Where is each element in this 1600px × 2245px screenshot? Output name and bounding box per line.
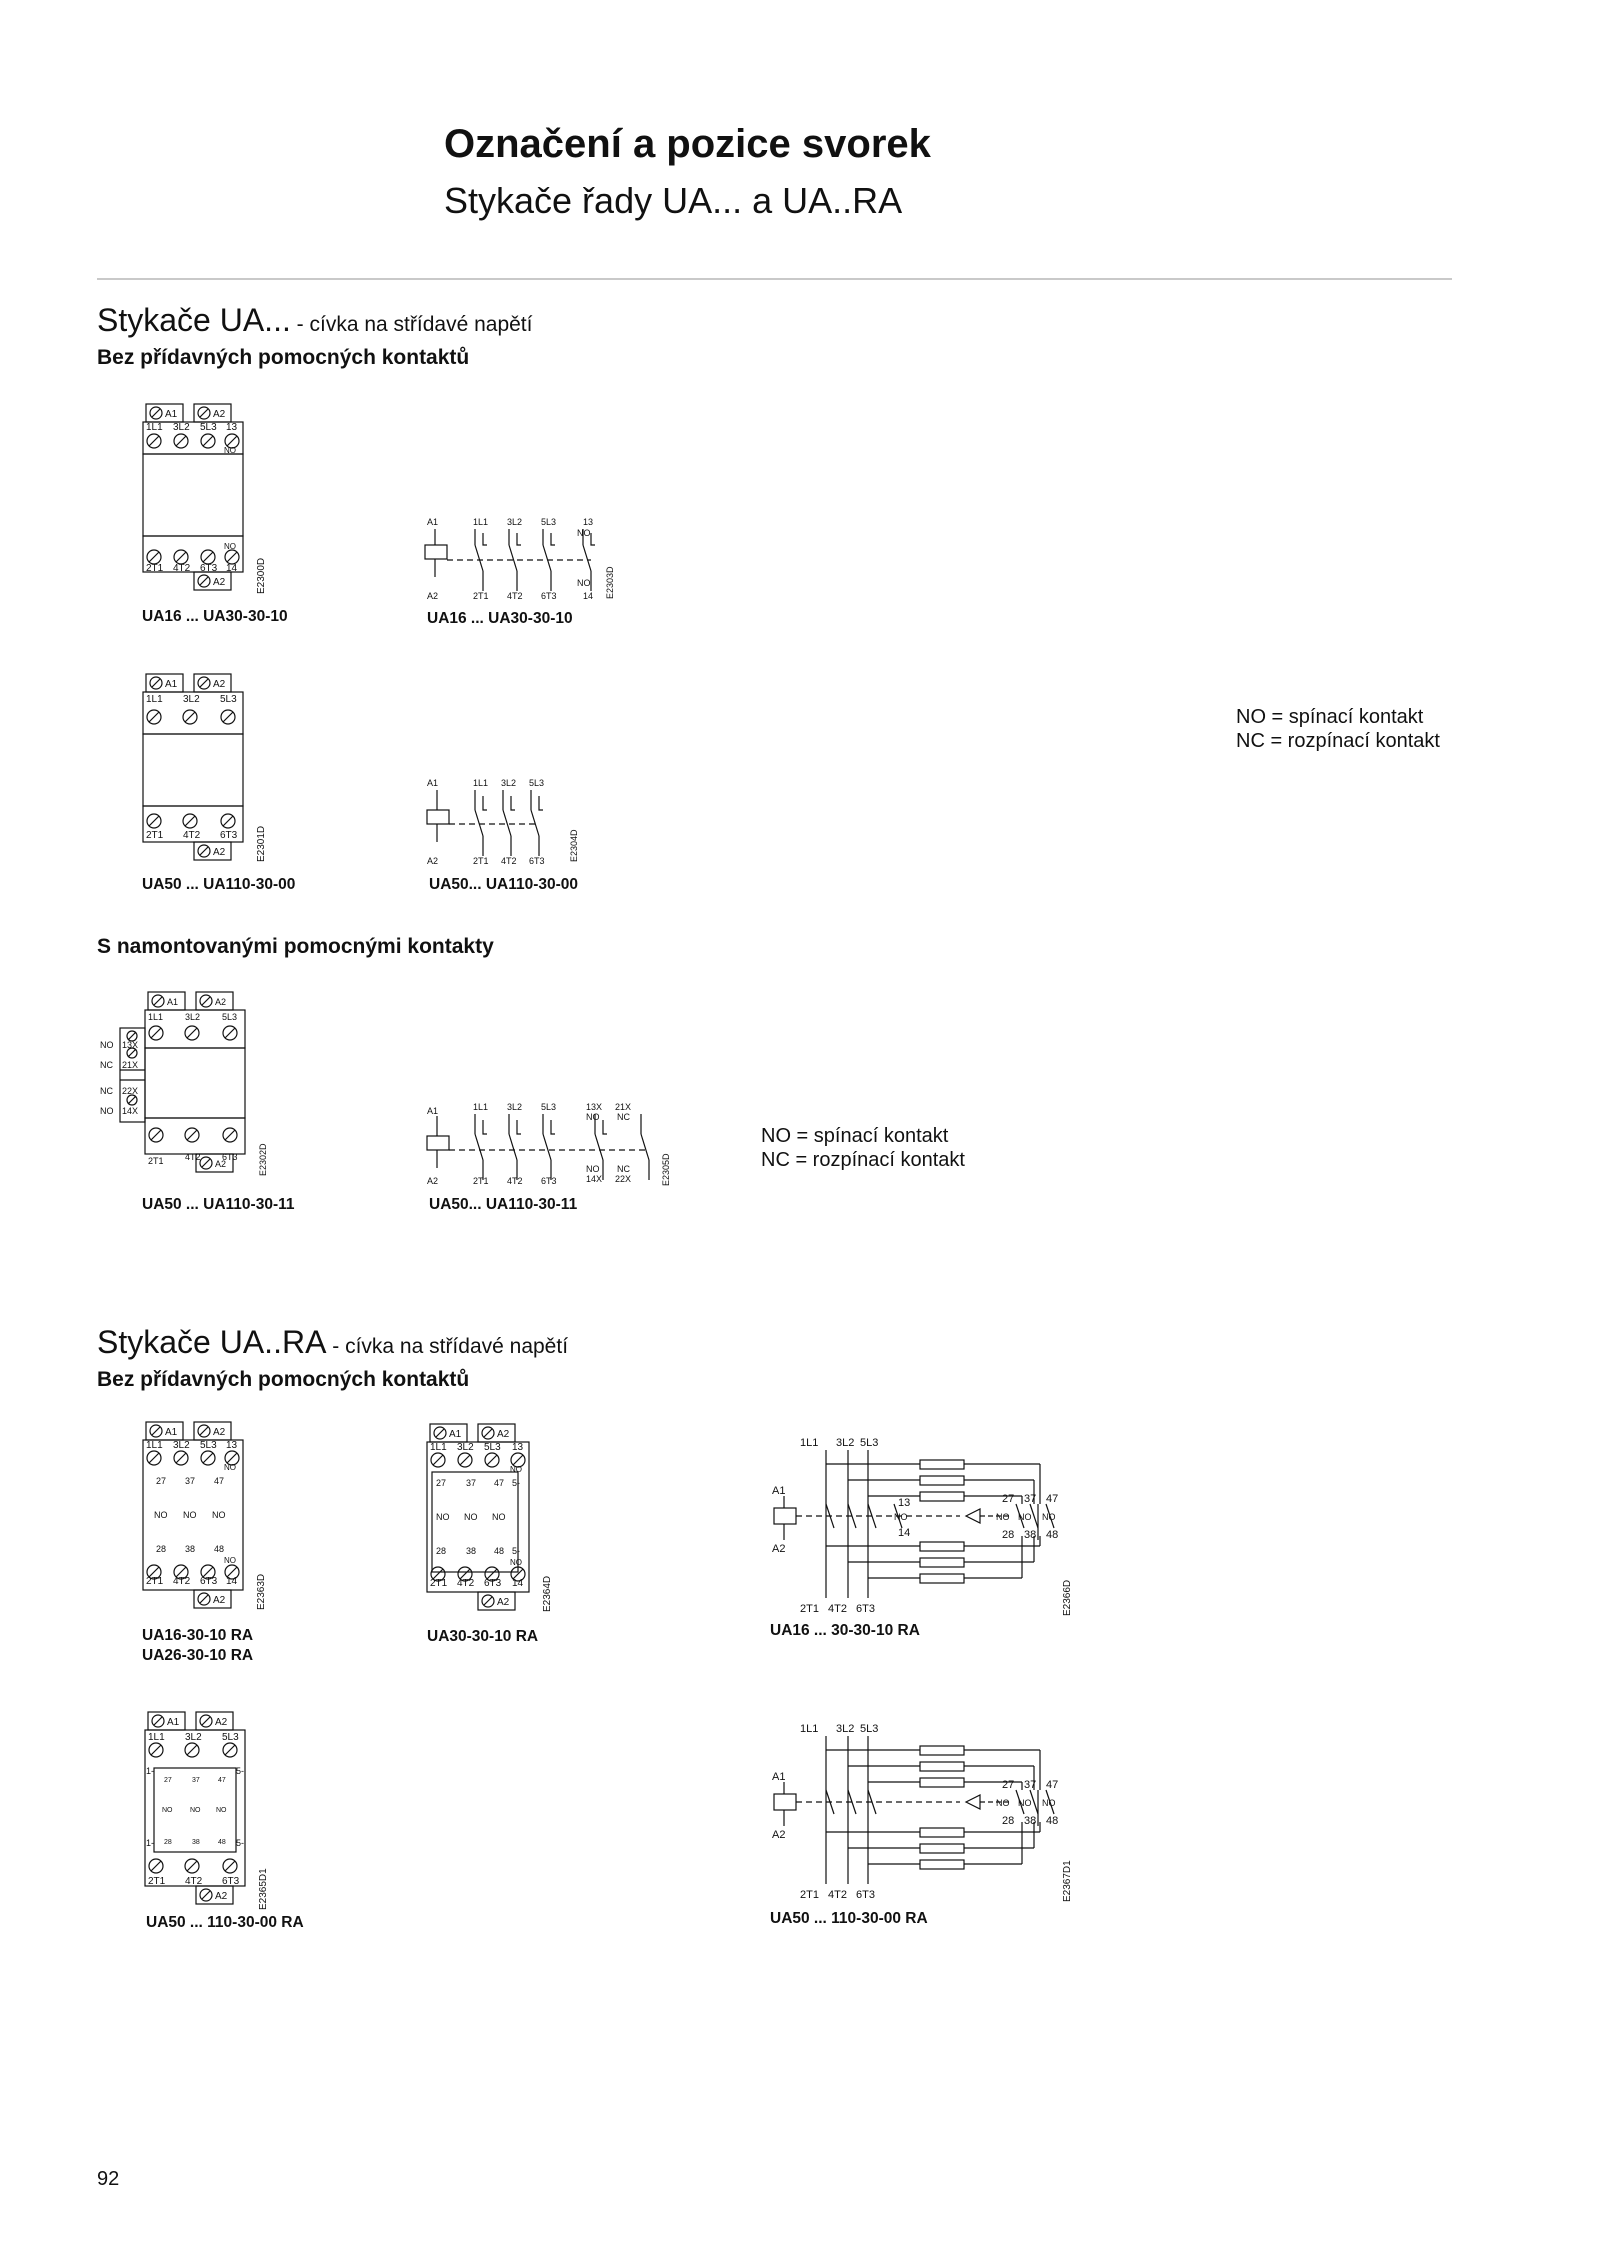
term-4t2: 4T2 [507,1176,523,1186]
term-no: NO [100,1040,114,1050]
term-4t2: 4T2 [185,1876,203,1887]
term-4t2: 4T2 [501,856,517,866]
term-1l1: 1L1 [146,694,163,705]
term-13: 13 [226,422,238,433]
term-no: NO [100,1106,114,1116]
term-a1: A1 [167,1717,180,1728]
term-2t1: 2T1 [430,1578,448,1589]
block-diagram-ua50-110-11 [98,984,278,1184]
term-14: 14 [226,563,238,574]
schema-ua16-30 [423,515,623,607]
term-no: NO [510,1558,522,1567]
section-uara-subtitle: Bez přídavných pomocných kontaktů [97,1368,470,1391]
term-2t1: 2T1 [473,856,489,866]
term-no: NO [1042,1512,1056,1522]
term-14: 14 [898,1527,911,1539]
term-a2: A2 [213,1595,226,1606]
term-no: NO [224,1463,236,1472]
term-1-dash: 1- [146,1838,155,1848]
section-aux-subtitle: S namontovanými pomocnými kontakty [97,935,494,958]
term-13: 13 [898,1497,911,1509]
term-37: 37 [192,1777,200,1784]
term-47: 47 [218,1777,226,1784]
term-38: 38 [1024,1815,1037,1827]
drawing-code: E2365D1 [258,1868,269,1910]
term-4t2: 4T2 [828,1889,847,1901]
legend-middle [761,1124,965,1172]
term-no: NO [577,528,591,538]
term-no: NO [510,1465,522,1474]
term-38: 38 [1024,1529,1037,1541]
header-divider [97,278,1452,280]
term-1-dash: 1- [146,1766,155,1776]
term-no: NO [154,1510,168,1520]
caption-block-ua16-30: UA16 ... UA30-30-10 [142,608,288,625]
term-no: NO [894,1512,908,1522]
term-5l3: 5L3 [860,1437,879,1449]
term-6t3: 6T3 [541,1176,557,1186]
caption-schema-ua50-110: UA50... UA110-30-00 [429,876,579,893]
term-nc: NC [617,1164,630,1174]
schema-ua16-30-ra [770,1432,1080,1622]
term-5l3: 5L3 [541,517,557,527]
term-a2: A2 [215,1717,228,1728]
term-2t1: 2T1 [800,1603,819,1615]
term-4t2: 4T2 [173,563,191,574]
term-38: 38 [185,1544,196,1554]
drawing-code: E2305D [661,1153,671,1186]
term-a1: A1 [165,679,178,690]
term-no: NO [464,1512,478,1522]
term-a2: A2 [772,1543,786,1555]
caption-ua50-110-ra-block: UA50 ... 110-30-00 RA [146,1914,304,1931]
term-38: 38 [466,1546,477,1556]
caption-schema-ua50-110-11: UA50... UA110-30-11 [429,1196,578,1213]
term-47: 47 [1046,1493,1059,1505]
term-1l1: 1L1 [146,422,163,433]
term-3l2: 3L2 [173,422,190,433]
drawing-code: E2300D [256,557,267,594]
term-4t2: 4T2 [185,1152,201,1162]
term-5-dash: 5- [236,1766,245,1776]
drawing-code: E2302D [258,1143,268,1176]
term-6t3: 6T3 [222,1152,238,1162]
term-6t3: 6T3 [200,563,218,574]
term-a2: A2 [427,1176,439,1186]
term-6t3: 6T3 [220,830,238,841]
term-21x: 21X [615,1102,632,1112]
term-a2: A2 [215,1891,228,1902]
term-3l2: 3L2 [507,517,523,527]
term-a2: A2 [497,1429,510,1440]
term-3l2: 3L2 [501,778,517,788]
term-48: 48 [218,1839,226,1846]
term-no: NO [190,1807,201,1814]
drawing-code: E2301D [256,825,267,862]
term-3l2: 3L2 [836,1723,855,1735]
caption-line: UA16-30-10 RA [142,1627,254,1644]
term-14: 14 [583,591,594,601]
block-diagram-ua16-30 [138,396,273,606]
term-14x: 14X [122,1106,139,1116]
term-a1: A1 [772,1485,786,1497]
term-3l2: 3L2 [183,694,200,705]
caption-schema-ua16-30: UA16 ... UA30-30-10 [427,610,573,627]
term-6t3: 6T3 [541,591,557,601]
term-4t2: 4T2 [173,1576,191,1587]
term-no: NO [212,1510,226,1520]
term-1l1: 1L1 [800,1437,819,1449]
term-no: NO [996,1798,1010,1808]
term-2t1: 2T1 [800,1889,819,1901]
section-uara-title [97,1324,568,1361]
term-a1: A1 [772,1771,786,1783]
term-6t3: 6T3 [529,856,545,866]
term-1l1: 1L1 [800,1723,819,1735]
term-5l3: 5L3 [541,1102,557,1112]
term-38: 38 [192,1839,200,1846]
term-2t1: 2T1 [148,1156,164,1166]
caption-ua16-26-ra [142,1626,253,1666]
term-1l1: 1L1 [473,1102,489,1112]
term-a2: A2 [427,591,439,601]
term-13x: 13X [122,1040,139,1050]
term-4t2: 4T2 [183,830,201,841]
term-3l2: 3L2 [185,1012,201,1022]
legend-nc: NC = rozpínací kontakt [761,1149,965,1171]
legend-no: NO = spínací kontakt [761,1125,949,1147]
drawing-code: E2364D [542,1575,553,1612]
term-2t1: 2T1 [473,1176,489,1186]
term-13: 13 [226,1440,238,1451]
term-no: NO [586,1112,600,1122]
term-a2: A2 [497,1597,510,1608]
term-4t2: 4T2 [507,591,523,601]
term-no: NO [224,542,236,551]
term-2t1: 2T1 [148,1876,166,1887]
term-a2: A2 [213,409,226,420]
term-6t3: 6T3 [856,1889,875,1901]
term-13: 13 [583,517,594,527]
term-no: NO [1018,1512,1032,1522]
term-47: 47 [214,1476,225,1486]
term-4t2: 4T2 [457,1578,475,1589]
term-a2: A2 [213,1427,226,1438]
caption-block-ua50-110-11: UA50 ... UA110-30-11 [142,1196,295,1213]
term-no: NO [216,1807,227,1814]
term-5-dash: 5- [512,1546,521,1556]
block-diagram-ua50-110-ra [140,1706,275,1914]
term-14x: 14X [586,1174,603,1184]
caption-ua30-ra: UA30-30-10 RA [427,1628,539,1645]
term-no: NO [436,1512,450,1522]
term-47: 47 [494,1478,505,1488]
term-nc: NC [100,1086,113,1096]
term-5l3: 5L3 [860,1723,879,1735]
term-27: 27 [156,1476,167,1486]
term-21x: 21X [122,1060,139,1070]
term-no: NO [1018,1798,1032,1808]
section-ua-subtitle: Bez přídavných pomocných kontaktů [97,346,470,369]
term-5l3: 5L3 [529,778,545,788]
term-a1: A1 [167,997,179,1007]
term-2t1: 2T1 [473,591,489,601]
term-3l2: 3L2 [836,1437,855,1449]
term-a2: A2 [213,847,226,858]
caption-ua16-30-ra: UA16 ... 30-30-10 RA [770,1622,920,1639]
term-a2: A2 [215,997,227,1007]
term-a2: A2 [213,679,226,690]
term-6t3: 6T3 [222,1876,240,1887]
term-48: 48 [1046,1815,1059,1827]
term-47: 47 [1046,1779,1059,1791]
drawing-code: E2363D [256,1573,267,1610]
term-1l1: 1L1 [148,1732,165,1743]
term-28: 28 [436,1546,447,1556]
term-1l1: 1L1 [430,1442,447,1453]
legend-top [1236,705,1440,753]
term-nc: NC [617,1112,630,1122]
term-5l3: 5L3 [222,1732,239,1743]
block-diagram-ua30-ra [422,1418,562,1618]
caption-ua50-110-ra-schema: UA50 ... 110-30-00 RA [770,1910,928,1927]
term-28: 28 [156,1544,167,1554]
term-a1: A1 [427,778,439,788]
section-ua-note: - cívka na střídavé napětí [290,313,533,336]
term-3l2: 3L2 [185,1732,202,1743]
term-no: NO [1042,1798,1056,1808]
drawing-code: E2303D [605,566,615,599]
schema-ua50-110 [423,776,603,871]
term-14: 14 [512,1578,524,1589]
term-no: NO [162,1807,173,1814]
term-22x: 22X [615,1174,632,1184]
schema-ua50-110-ra [770,1718,1080,1908]
legend-no: NO = spínací kontakt [1236,706,1424,728]
term-27: 27 [1002,1779,1015,1791]
term-6t3: 6T3 [856,1603,875,1615]
term-1l1: 1L1 [473,517,489,527]
term-1l1: 1L1 [146,1440,163,1451]
page-title: Označení a pozice svorek [444,122,931,166]
page-subtitle: Stykače řady UA... a UA..RA [444,180,903,221]
term-27: 27 [164,1777,172,1784]
term-5l3: 5L3 [200,422,217,433]
section-ua-title [97,302,532,339]
term-37: 37 [185,1476,196,1486]
term-22x: 22X [122,1086,139,1096]
section-ua-title-text: Stykače UA... [97,302,291,338]
term-2t1: 2T1 [146,1576,164,1587]
term-2t1: 2T1 [146,563,164,574]
term-14: 14 [226,1576,238,1587]
term-no: NO [224,1556,236,1565]
term-nc: NC [100,1060,113,1070]
term-48: 48 [494,1546,505,1556]
term-1l1: 1L1 [148,1012,164,1022]
term-37: 37 [1024,1493,1037,1505]
drawing-code: E2367D1 [1062,1860,1073,1902]
term-no: NO [996,1512,1010,1522]
term-no: NO [577,578,591,588]
term-no: NO [492,1512,506,1522]
term-48: 48 [1046,1529,1059,1541]
term-28: 28 [1002,1529,1015,1541]
page-number: 92 [97,2168,120,2190]
caption-block-ua50-110: UA50 ... UA110-30-00 [142,876,296,893]
term-5l3: 5L3 [222,1012,238,1022]
term-13: 13 [512,1442,524,1453]
term-5l3: 5L3 [484,1442,501,1453]
section-uara-note: - cívka na střídavé napětí [326,1335,569,1358]
term-3l2: 3L2 [457,1442,474,1453]
term-28: 28 [1002,1815,1015,1827]
block-diagram-ua16-26-ra [138,1416,273,1616]
term-28: 28 [164,1839,172,1846]
drawing-code: E2304D [569,829,579,862]
term-a2: A2 [215,1159,227,1169]
term-5l3: 5L3 [220,694,237,705]
section-uara-title-text: Stykače UA..RA [97,1324,327,1360]
term-5l3: 5L3 [200,1440,217,1451]
term-5-dash: 5- [512,1478,521,1488]
term-a2: A2 [427,856,439,866]
term-no: NO [224,446,236,455]
term-a2: A2 [213,577,226,588]
term-1l1: 1L1 [473,778,489,788]
term-4t2: 4T2 [828,1603,847,1615]
term-no: NO [586,1164,600,1174]
term-2t1: 2T1 [146,830,164,841]
term-6t3: 6T3 [484,1578,502,1589]
term-27: 27 [436,1478,447,1488]
term-a1: A1 [165,1427,178,1438]
drawing-code: E2366D [1062,1579,1073,1616]
block-diagram-ua50-110 [138,666,273,871]
term-a1: A1 [427,517,439,527]
term-5-dash: 5- [236,1838,245,1848]
caption-line: UA26-30-10 RA [142,1647,254,1664]
term-a2: A2 [772,1829,786,1841]
term-6t3: 6T3 [200,1576,218,1587]
term-a1: A1 [449,1429,462,1440]
term-3l2: 3L2 [173,1440,190,1451]
schema-ua50-110-11 [423,1100,683,1192]
term-27: 27 [1002,1493,1015,1505]
term-3l2: 3L2 [507,1102,523,1112]
legend-nc: NC = rozpínací kontakt [1236,730,1440,752]
term-37: 37 [466,1478,477,1488]
term-48: 48 [214,1544,225,1554]
term-13x: 13X [586,1102,603,1112]
term-a1: A1 [165,409,178,420]
term-37: 37 [1024,1779,1037,1791]
term-no: NO [183,1510,197,1520]
term-a1: A1 [427,1106,439,1116]
